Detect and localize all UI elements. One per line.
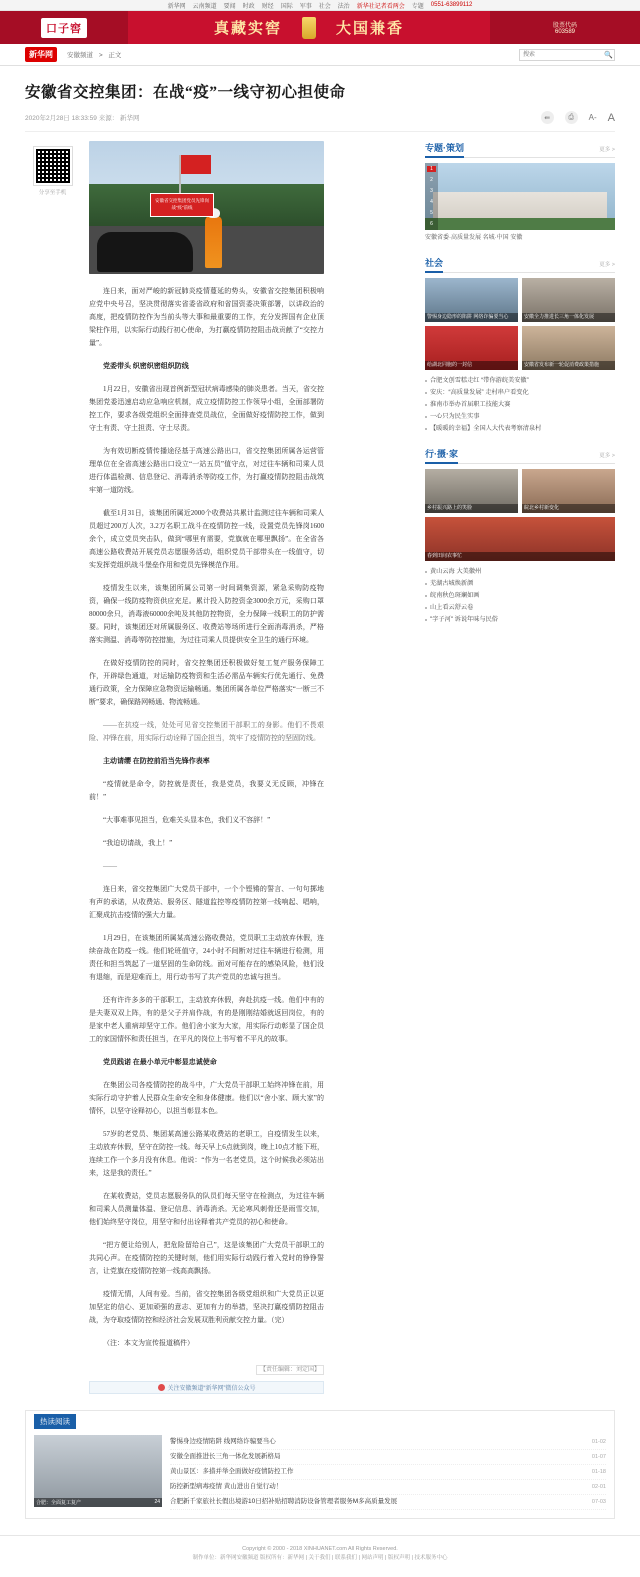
section-subheading: 党委带头 织密织密组织防线 xyxy=(103,362,189,370)
follow-bar-text: 关注安徽频道“新华网”微信公众号 xyxy=(167,1386,256,1392)
share-icon[interactable]: ⇚ xyxy=(541,111,554,124)
paragraph: 截至1月31日，该集团所属近2000个收费站共累计监测过往车辆和司乘人员超过200万人次，3.2万名职工战斗在疫情防控一线，设置党员先锋岗1600余个，成立党员突击队，做到“哪里有需要，党旗就在哪里飘扬”。在全省各高速公路收费站开展党员志愿服务活动，组织党员干部带头在一线值守，切实发挥党组织战斗堡垒作用和党员先锋模范作用。 xyxy=(89,509,324,569)
search-icon[interactable]: 🔍 xyxy=(604,51,613,59)
paragraph: 还有许许多多的干部职工，主动放弃休假，奔赴抗疫一线。他们中有的是夫妻双双上阵，有的是父子并肩作战，有的是刚刚结婚就返回岗位，有的是家中老人重病却坚守工作。他们舍小家为大家，用实际行动彰显了国企员工的家国情怀和责任担当，在平凡的岗位上书写着不平凡的故事。 xyxy=(89,996,324,1043)
editor-credit xyxy=(89,1364,324,1373)
list-item[interactable]: 合肥文创雪糕走红 “带你游皖美安徽” xyxy=(425,375,615,386)
wechat-icon xyxy=(158,1384,165,1391)
top-nav-item[interactable]: 要闻 xyxy=(223,3,236,10)
list-item[interactable]: 一心只为民生实事 xyxy=(425,411,615,422)
banner-brand-logo: 口子窖 xyxy=(41,18,87,38)
carousel-page[interactable]: 5 xyxy=(430,210,433,217)
rail-section-title: 专题·策划 xyxy=(425,141,464,158)
font-increase-button[interactable]: A xyxy=(607,111,615,124)
carousel-page[interactable]: 6 xyxy=(430,221,433,228)
banner-brand-area xyxy=(0,11,128,44)
thumb-card[interactable] xyxy=(425,278,518,322)
photo-thumb-grid xyxy=(425,469,615,561)
banner-stock-label: 股票代码 xyxy=(552,23,577,29)
paragraph: 在做好疫情防控的同时，省交控集团还积极做好复工复产服务保障工作，开辟绿色通道，对运输防疫物资和生活必需品车辆实行优先通行、免费通行政策，全力保障应急物资运输畅通。集团所属各单位严格落实“一断三不断”要求，确保路网畅通、物流畅通。 xyxy=(89,659,324,706)
hot-item-time: 02-01 xyxy=(591,1484,606,1490)
hot-item-text: 安徽全面推进长三角一体化发展新格局 xyxy=(170,1453,281,1460)
hero-car xyxy=(97,232,193,272)
thumb-card[interactable] xyxy=(425,469,518,513)
article-tools[interactable] xyxy=(541,111,615,124)
photo-link-list xyxy=(425,566,615,625)
hot-item-text: 防控新型病毒疫情 黄山进出自觉行动！ xyxy=(170,1483,283,1490)
hot-item-time: 01-02 xyxy=(591,1439,606,1445)
paragraph: 57岁的老党员、集团某高速公路某收费站的老职工，自疫情发生以来，主动放弃休假，坚守在防控一线。每天早上6点就到岗，晚上10点才能下班，连续工作一个多月没有休息。他说：“作为一名老党员，这个时候我必须站出来，这是我的责任。” xyxy=(89,1130,324,1177)
hot-image-caption-text: 合肥：全面复工复产 xyxy=(36,1500,82,1506)
paragraph: “我迫切请战，我上！” xyxy=(103,839,173,847)
list-item[interactable]: 安庆：“高质量发展” 走村串户看变化 xyxy=(425,387,615,398)
rail-section-header xyxy=(425,141,615,158)
font-decrease-button[interactable]: A- xyxy=(588,113,597,122)
right-rail xyxy=(425,141,615,1394)
hot-item-time: 07-03 xyxy=(591,1499,606,1505)
paragraph: （注：本文为宣传报道稿件） xyxy=(103,1339,194,1347)
top-nav-item[interactable]: 军事 xyxy=(299,3,312,10)
paragraph: 1月22日，安徽省出现首例新型冠状病毒感染的肺炎患者。当天，省交控集团党委迅速启动应急响应机制，成立疫情防控工作领导小组，全面部署防控工作，要求各级党组织全面排查党员战位，全面做好疫情防控工作，做到守土有责、守土担责、守土尽责。 xyxy=(89,385,324,432)
rail-more-link[interactable]: 更多 > xyxy=(599,453,615,459)
thumb-card[interactable] xyxy=(425,517,615,561)
carousel-page[interactable]: 3 xyxy=(430,187,433,194)
carousel-page[interactable]: 2 xyxy=(430,176,433,183)
rail-section-title: 社会 xyxy=(425,256,443,273)
paragraph: 在集团公司各疫情防控的战斗中，广大党员干部职工始终冲锋在前，用实际行动守护着人民群众生命安全和身体健康。他们以“舍小家、顾大家”的情怀，以坚守诠释初心，以担当彰显本色。 xyxy=(89,1081,324,1115)
paragraph: 为有效切断疫情传播途径基于高速公路出口，省交控集团所属各运营管理单位在全省高速公路出口设立“一站五员”值守点，对过往车辆和司乘人员进行体温检测、信息登记、消毒消杀等防疫工作，为打赢疫情防控阻击战筑牢第一道防线。 xyxy=(89,447,324,494)
rail-section-photography xyxy=(425,447,615,625)
banner-stock-value: 603589 xyxy=(554,29,576,35)
paragraph: “把方便让给别人，把危险留给自己”，这是该集团广大党员干部职工的共同心声。在疫情防控的关键时刻，他们用实际行动践行着入党时的铮铮誓言，让党旗在疫情防控第一线高高飘扬。 xyxy=(89,1241,324,1275)
hot-item-time: 01-18 xyxy=(591,1469,606,1475)
list-item[interactable]: 黄山云海 大美徽州 xyxy=(425,566,615,577)
top-nav-item-featured[interactable]: 新华社记者看两会 xyxy=(356,3,405,10)
carousel-caption: 安徽省委·高质量发展 名城·中国 安徽 xyxy=(425,235,523,241)
rail-more-link[interactable]: 更多 > xyxy=(599,262,615,268)
list-item[interactable]: 山上看云舒云卷 xyxy=(425,602,615,613)
rail-section-header xyxy=(425,447,615,464)
footer-links[interactable]: 制作单位：新华网安徽频道 版权所有：新华网 | 关于我们 | 联系我们 | 网站声明 | 版权声明 | 技术服务中心 xyxy=(192,1555,448,1561)
list-item[interactable]: 淮南市举办首届职工技能大赛 xyxy=(425,399,615,410)
paragraph: 疫情无情，人间有爱。当前，省交控集团各级党组织和广大党员正以更加坚定的信心、更加顽强的意志、更加有力的举措，坚决打赢疫情防控阻击战，为夺取疫情防控和经济社会发展双胜利贡献交控力量。（完） xyxy=(89,1290,324,1324)
breadcrumb-item-current: 正文 xyxy=(108,52,122,59)
hot-item-text: 黄山景区：多措并举全面做好疫情防控工作 xyxy=(170,1468,294,1475)
top-nav-item[interactable]: 专题 xyxy=(411,3,424,10)
article-hero-image xyxy=(89,141,324,274)
section-subheading: 主动请缨 在防控前沿当先锋作表率 xyxy=(103,757,210,765)
site-logo[interactable]: 新华网 xyxy=(25,47,57,62)
hero-worker xyxy=(205,216,222,268)
section-subheading: 党员践诺 在最小单元中彰显忠诚使命 xyxy=(103,1058,217,1066)
carousel-page[interactable]: 1 xyxy=(427,166,436,172)
thumb-caption: 春到田间农事忙 xyxy=(425,552,615,561)
top-nav-item[interactable]: 财经 xyxy=(261,3,274,10)
hot-reading-image-caption xyxy=(34,1498,162,1507)
hot-reading-section xyxy=(25,1410,615,1519)
list-item[interactable] xyxy=(170,1495,606,1510)
search-input[interactable] xyxy=(520,50,603,60)
hot-reading-body xyxy=(34,1435,606,1510)
banner-slogan xyxy=(128,17,490,39)
follow-bar[interactable] xyxy=(89,1381,324,1394)
hot-reading-list xyxy=(170,1435,606,1510)
rail-more-link[interactable]: 更多 > xyxy=(599,147,615,153)
list-item[interactable] xyxy=(170,1480,606,1495)
top-nav-item[interactable]: 时政 xyxy=(242,3,255,10)
list-item[interactable]: 【暖暖的幸福】全国人大代表考察清泉村 xyxy=(425,423,615,434)
rail-section-topics xyxy=(425,141,615,243)
article-body xyxy=(89,141,324,1394)
article-paragraphs xyxy=(89,285,324,1350)
carousel-page[interactable]: 4 xyxy=(430,199,433,206)
rail-section-title: 行·摄·家 xyxy=(425,447,458,464)
paragraph: “大事难事见担当，危难关头显本色，我们义不容辞！” xyxy=(103,816,271,824)
paragraph: “疫情就是命令，防控就是责任，我是党员，我要义无反顾，冲锋在前！” xyxy=(89,780,324,801)
paragraph: —— xyxy=(103,862,117,870)
top-nav-item[interactable]: 社会 xyxy=(318,3,331,10)
rail-section-header xyxy=(425,256,615,273)
hot-reading-title: 热读阅读 xyxy=(34,1414,76,1429)
carousel-pagination[interactable] xyxy=(425,163,438,230)
site-header xyxy=(0,44,640,66)
top-nav-item[interactable]: 国际 xyxy=(280,3,293,10)
article-meta: 2020年2月28日 18:33:59 来源： 新华网 xyxy=(25,115,140,122)
top-nav-item[interactable]: 新华网 xyxy=(167,3,186,10)
thumb-card[interactable] xyxy=(522,469,615,513)
thumb-caption: 安徽省发布新一轮促消费政策措施 xyxy=(522,361,615,370)
paragraph: 1月29日，在该集团所属某高速公路收费站，党员职工主动放弃休假，连续奋战在防疫一线。他们轮班值守，24小时不间断对过往车辆进行检测，用责任和担当筑起了一道坚固的生命防线。面对可能存在的感染风险，他们没有退缩，而是迎难而上，用行动书写了共产党员的忠诚与担当。 xyxy=(89,934,324,981)
carousel-foreground xyxy=(425,218,615,230)
society-link-list xyxy=(425,375,615,434)
top-nav-hotline: 0551-63899112 xyxy=(430,2,473,8)
list-item[interactable]: 皖南秋色斑斓如画 xyxy=(425,590,615,601)
hero-flag xyxy=(181,155,211,174)
thumb-card[interactable] xyxy=(425,326,518,370)
footer-copyright: Copyright © 2000 - 2018 XINHUANET.com All Rights Reserved. xyxy=(242,1546,398,1552)
thumb-caption: 给湖北同胞的一封信 xyxy=(425,361,518,370)
left-rail xyxy=(25,141,80,1394)
top-nav[interactable] xyxy=(0,0,640,11)
bottle-icon xyxy=(302,17,316,39)
list-item[interactable] xyxy=(170,1465,606,1480)
hot-reading-image[interactable] xyxy=(34,1435,162,1507)
hot-item-text: 警惕身边疫情陷阱 线网络诈骗要当心 xyxy=(170,1438,276,1445)
thumb-card[interactable] xyxy=(522,278,615,322)
paragraph: ——在抗疫一线，处处可见省交控集团干部职工的身影。他们不畏艰险、冲锋在前，用实际行动诠释了国企担当，筑牢了疫情防控的坚固防线。 xyxy=(89,721,324,742)
banner-slogan-right: 大国兼香 xyxy=(336,20,405,37)
paragraph: 连日来，省交控集团广大党员干部中，一个个铿锵的誓言、一句句掷地有声的承诺，从收费站、服务区、隧道监控等疫情防控第一线响起、唱响，汇聚成抗击疫情的强大力量。 xyxy=(89,885,324,919)
thumb-caption: 警惕身边隐形的陷阱 网络诈骗要当心 xyxy=(425,313,518,322)
list-item[interactable]: 芜湖古城焕新颜 xyxy=(425,578,615,589)
breadcrumb-item-channel[interactable]: 安徽频道 xyxy=(67,52,93,59)
top-nav-item[interactable]: 法治 xyxy=(337,3,350,10)
list-item[interactable] xyxy=(170,1450,606,1465)
hero-sign-text: 安徽省交控集团党员先锋岗 战“疫”前线 xyxy=(150,193,214,217)
breadcrumb-separator: > xyxy=(98,52,103,59)
list-item[interactable]: "字子河" 诉说年味与民俗 xyxy=(425,614,615,625)
society-thumb-grid xyxy=(425,278,615,370)
thumb-caption: 安徽全力推进长三角一体化发展 xyxy=(522,313,615,322)
banner-ad[interactable] xyxy=(0,11,640,44)
print-icon[interactable]: ⎙ xyxy=(565,111,578,124)
article-meta-row xyxy=(25,111,615,132)
article-header xyxy=(0,66,640,132)
paragraph: 连日来，面对严峻的新冠肺炎疫情蔓延的势头，安徽省交控集团积极响应党中央号召，坚决贯彻落实省委省政府和省国资委决策部署，以讲政治的高度，把疫情防控作为当前头等大事和最重要的工作，充分发挥国有企业顶梁柱作用，以实际行动践行初心使命，为打赢疫情防控阻击战贡献了“交控力量”。 xyxy=(89,287,324,347)
list-item[interactable] xyxy=(170,1435,606,1450)
rail-section-society xyxy=(425,256,615,434)
site-footer xyxy=(0,1535,640,1577)
topic-carousel[interactable] xyxy=(425,163,615,230)
content-layout xyxy=(0,132,640,1394)
breadcrumb xyxy=(65,50,123,59)
top-nav-item[interactable]: 云南频道 xyxy=(192,3,217,10)
page-title: 安徽省交控集团：在战“疫”一线守初心担使命 xyxy=(25,84,346,101)
editor-credit-text: 【责任编辑：刘定国】 xyxy=(256,1365,324,1375)
hot-image-caption-count: 24 xyxy=(154,1499,160,1505)
qr-caption: 分享至手机 xyxy=(38,190,67,196)
search-box[interactable] xyxy=(519,49,615,61)
paragraph: 在某收费站，党员志愿服务队的队员们每天坚守在检测点，为过往车辆和司乘人员测量体温、登记信息、消毒消杀。无论寒风刺骨还是雨雪交加，他们始终坚守岗位，用坚守和付出诠释着共产党员的初心和使命。 xyxy=(89,1192,324,1226)
banner-stock-code xyxy=(490,11,640,44)
hot-item-text: 合肥新千家旅社长假出境游10日招补贴招聘消防设备管理者服务M多高质量发展 xyxy=(170,1498,398,1505)
thumb-card[interactable] xyxy=(522,326,615,370)
hot-item-time: 01-07 xyxy=(591,1454,606,1460)
paragraph: 疫情发生以来，该集团所属公司第一时间调集资源，紧急采购防疫物资，确保一线防疫物资供应充足。累计投入防控资金3000余万元，采购口罩80000余只，消毒液60000余吨及其他防控物资，全力保障一线职工的防护需要。同时，该集团还对所属服务区、收费站等场所进行全面消毒消杀，严格落实测温、消毒等防控措施，为过往司乘人员提供安全卫生的通行环境。 xyxy=(89,584,324,644)
thumb-caption: 乡村振兴路上的笑脸 xyxy=(425,504,518,513)
banner-slogan-left: 真藏实窖 xyxy=(213,20,282,37)
qr-code-image xyxy=(34,147,72,185)
thumb-caption: 皖北乡村新变化 xyxy=(522,504,615,513)
